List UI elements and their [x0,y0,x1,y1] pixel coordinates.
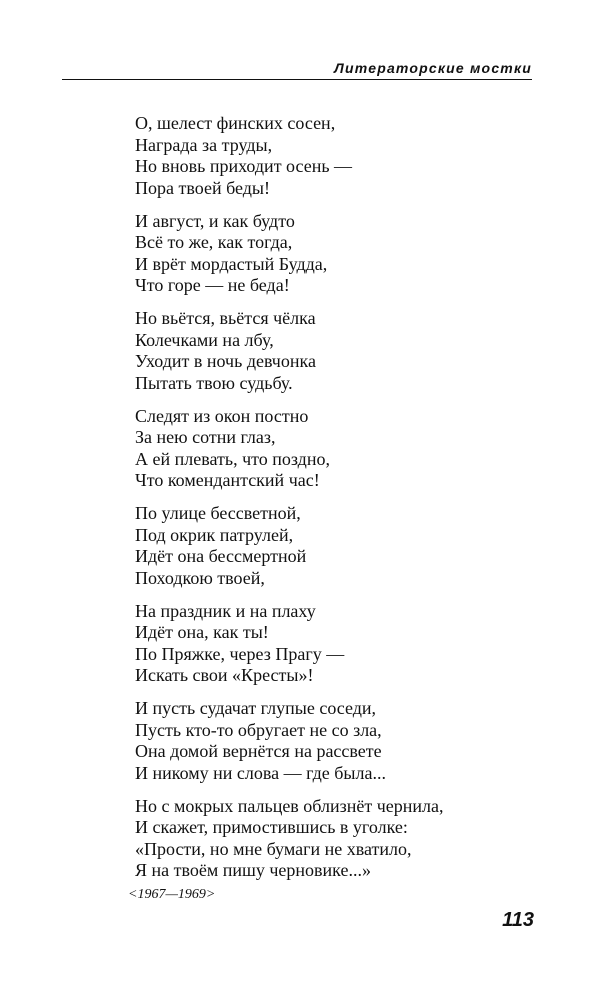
poem-body [135,113,555,893]
stanza-4 [135,406,555,492]
poem-line: По Пряжке, через Прагу — [135,643,345,664]
poem-line: Походкою твоей, [135,567,265,588]
stanza-6 [135,601,555,687]
poem-line: Я на твоём пишу черновике...» [135,860,371,880]
poem-line: Что горе — не беда! [135,275,290,295]
poem-line: И август, и как будто [135,210,295,231]
poem-line: Пытать твою судьбу. [135,372,293,393]
header-rule [62,79,532,80]
poem-line: Но с мокрых пальцев облизнёт чернила, [135,795,444,816]
poem-line: И пусть судачат глупые соседи, [135,698,377,718]
poem-line: По улице бессветной, [135,503,301,523]
poem-line: Она домой вернётся на рассвете [135,741,382,761]
poem-line: И никому ни слова — где была... [135,762,386,783]
poem-line: Идёт она, как ты! [135,622,269,642]
stanza-2 [135,211,555,297]
stanza-5 [135,503,555,589]
poem-line: И врёт мордастый Будда, [135,253,328,274]
poem-line: Уходит в ночь девчонка [135,351,316,371]
page-number: 113 [502,909,534,931]
poem-line: Идёт она бессмертной [135,546,307,566]
poem-line: «Прости, но мне бумаги не хватило, [135,838,412,859]
poem-line: Искать свои «Кресты»! [135,665,314,685]
poem-date: <1967—1969> [128,887,216,902]
poem-line: О, шелест финских сосен, [135,113,336,133]
poem-line: А ей плевать, что поздно, [135,448,330,469]
poem-line: За нею сотни глаз, [135,427,276,447]
poem-line: Но вновь приходит осень — [135,156,353,176]
stanza-3 [135,308,555,394]
stanza-7 [135,698,555,784]
poem-line: Пора твоей беды! [135,177,270,198]
poem-line: На праздник и на плаху [135,600,316,621]
poem-line: Всё то же, как тогда, [135,232,293,252]
poem-line: И скажет, примостившись в уголке: [135,817,408,837]
poem-line: Но вьётся, вьётся чёлка [135,308,316,328]
poem-line: Под окрик патрулей, [135,524,294,545]
poem-line: Следят из окон постно [135,405,309,426]
poem-line: Что комендантский час! [135,470,320,490]
poem-line: Колечками на лбу, [135,329,274,350]
poem-line: Награда за труды, [135,134,273,155]
stanza-1 [135,113,555,199]
poem-line: Пусть кто-то обругает не со зла, [135,719,382,740]
stanza-8 [135,796,555,882]
running-title: Литераторские мостки [334,60,532,76]
